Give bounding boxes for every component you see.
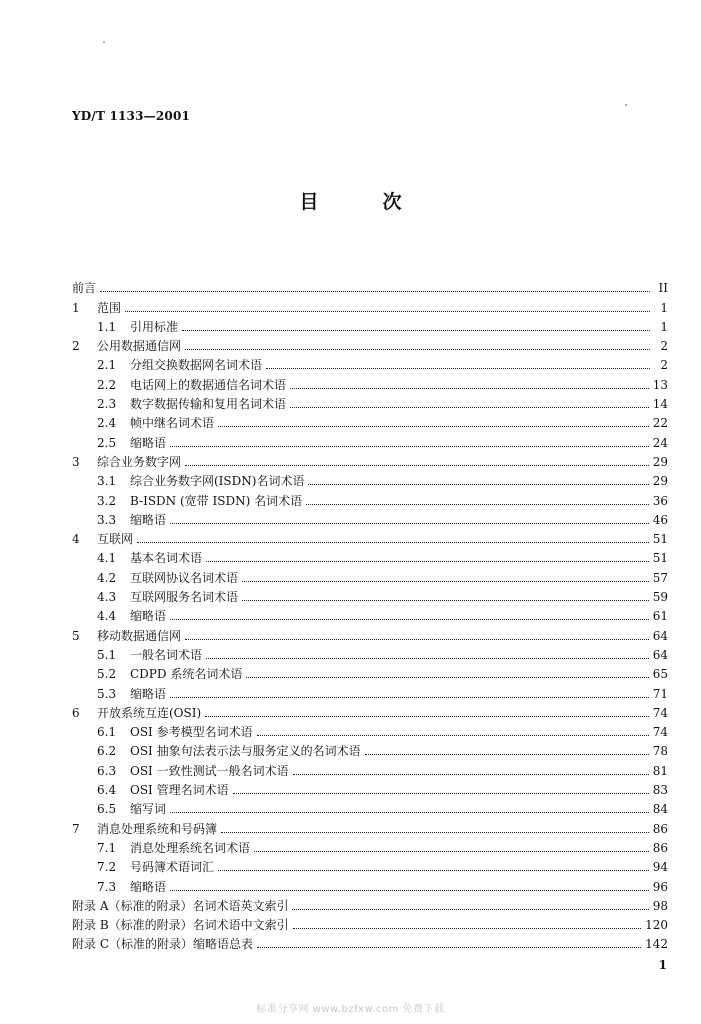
toc-entry-label: 前言 — [72, 281, 97, 296]
toc-entry-label: 附录 C（标准的附录）缩略语总表 — [72, 937, 253, 952]
title-char-1: 目 — [299, 191, 319, 213]
dot-leader — [242, 581, 649, 582]
toc-entry-page: 46 — [652, 512, 668, 527]
watermark-footer: 标准分享网 www.bzfxw.com 免费下载 — [256, 1004, 445, 1015]
toc-entry-label: CDPD 系统名词术语 — [130, 667, 243, 682]
toc-entry-label: 互联网协议名词术语 — [130, 570, 239, 585]
toc-entry-label: 缩略语 — [130, 609, 167, 624]
toc-entry — [72, 778, 668, 797]
toc-entry — [72, 758, 668, 777]
toc-entry-page: 74 — [652, 705, 668, 720]
toc-entry-label: 消息处理系统名词术语 — [130, 840, 251, 855]
toc-entry-label: 缩略语 — [130, 879, 167, 894]
toc-entry-number: 6.3 — [97, 763, 117, 778]
dot-leader — [170, 446, 649, 447]
toc-entry-number: 2.1 — [97, 358, 117, 373]
dot-leader — [221, 832, 649, 833]
dot-leader — [308, 484, 648, 485]
toc-entry — [72, 681, 668, 700]
dot-leader — [257, 947, 641, 948]
toc-entry-label: 开放系统互连(OSI) — [97, 705, 202, 720]
toc-entry-number: 6.5 — [97, 802, 117, 817]
toc-entry-page: 14 — [652, 397, 668, 412]
toc-entry-label: 互联网 — [97, 532, 134, 547]
dot-leader — [185, 639, 649, 640]
toc-entry-page: 29 — [652, 474, 668, 489]
toc-entry-number: 7 — [72, 821, 80, 836]
title-char-2: 次 — [382, 191, 402, 213]
dot-leader — [218, 426, 649, 427]
toc-entry-number: 3.2 — [97, 493, 117, 508]
page-title — [0, 187, 701, 214]
toc-entry-page: 51 — [652, 532, 668, 547]
dot-leader — [206, 561, 649, 562]
toc-entry-page: 59 — [652, 590, 668, 605]
toc-entry-label: B-ISDN (宽带 ISDN) 名词术语 — [130, 493, 303, 508]
dot-leader — [100, 291, 650, 292]
dot-leader — [170, 812, 649, 813]
toc-entry — [72, 816, 668, 835]
toc-entry-number: 2.3 — [97, 397, 117, 412]
toc-entry-label: 公用数据通信网 — [97, 339, 182, 354]
dot-leader — [182, 330, 650, 331]
toc-entry — [72, 585, 668, 604]
toc-entry-page: 96 — [652, 879, 668, 894]
scan-speck — [625, 104, 627, 106]
toc-entry-page: 142 — [645, 937, 668, 952]
toc-entry-page: 81 — [652, 763, 668, 778]
toc-entry — [72, 276, 668, 295]
toc-entry-number: 5 — [72, 628, 80, 643]
toc-entry-page: 94 — [652, 860, 668, 875]
toc-entry — [72, 797, 668, 816]
dot-leader — [293, 774, 649, 775]
dot-leader — [185, 465, 649, 466]
dot-leader — [290, 407, 649, 408]
toc-entry-label: 引用标准 — [130, 319, 179, 334]
toc-entry — [72, 353, 668, 372]
toc-entry-page: 98 — [652, 898, 668, 913]
toc-entry-number: 6.4 — [97, 783, 117, 798]
toc-entry-number: 5.1 — [97, 647, 117, 662]
toc-entry — [72, 662, 668, 681]
toc-entry — [72, 430, 668, 449]
toc-entry-number: 3.1 — [97, 474, 117, 489]
toc-entry — [72, 450, 668, 469]
toc-entry — [72, 334, 668, 353]
toc-entry-label: 缩略语 — [130, 512, 167, 527]
toc-entry — [72, 546, 668, 565]
toc-entry — [72, 932, 668, 951]
toc-entry-page: 2 — [660, 358, 668, 373]
toc-entry-label: 互联网服务名词术语 — [130, 590, 239, 605]
toc-entry-page: 13 — [652, 377, 668, 392]
dot-leader — [205, 716, 649, 717]
toc-entry-page: 61 — [652, 609, 668, 624]
toc-entry-number: 2.5 — [97, 435, 117, 450]
toc-entry-page: 1 — [660, 300, 668, 315]
toc-entry-page: 86 — [652, 840, 668, 855]
toc-entry-number: 4.4 — [97, 609, 117, 624]
toc-entry-number: 2.2 — [97, 377, 117, 392]
toc-entry — [72, 372, 668, 391]
toc-entry-label: 消息处理系统和号码簿 — [97, 821, 218, 836]
toc-entry — [72, 913, 668, 932]
toc-entry-number: 6.2 — [97, 744, 117, 759]
dot-leader — [290, 388, 649, 389]
dot-leader — [292, 909, 648, 910]
dot-leader — [242, 600, 649, 601]
toc-entry-page: 57 — [652, 570, 668, 585]
dot-leader — [218, 870, 649, 871]
toc-entry-page: 74 — [652, 725, 668, 740]
toc-entry — [72, 565, 668, 584]
toc-entry-label: OSI 管理名词术语 — [130, 783, 229, 798]
toc-entry — [72, 720, 668, 739]
toc-entry-number: 3 — [72, 454, 80, 469]
toc-entry — [72, 392, 668, 411]
dot-leader — [137, 542, 649, 543]
toc-entry-label: 基本名词术语 — [130, 551, 203, 566]
toc-entry-label: 帧中继名词术语 — [130, 416, 215, 431]
toc-entry-label: 电话网上的数据通信名词术语 — [130, 377, 287, 392]
toc-entry-page: 22 — [652, 416, 668, 431]
toc-entry-number: 5.3 — [97, 686, 117, 701]
toc-entry-page: 84 — [652, 802, 668, 817]
toc-entry-label: 数字数据传输和复用名词术语 — [130, 397, 287, 412]
toc-entry-page: 64 — [652, 628, 668, 643]
dot-leader — [170, 890, 649, 891]
toc-entry-label: 缩略语 — [130, 435, 167, 450]
toc-entry — [72, 701, 668, 720]
toc-entry-number: 4.1 — [97, 551, 117, 566]
toc-entry-page: 2 — [660, 339, 668, 354]
dot-leader — [254, 851, 649, 852]
toc-entry-number: 7.3 — [97, 879, 117, 894]
toc-entry-label: 附录 A（标准的附录）名词术语英文索引 — [72, 898, 289, 913]
toc-entry-label: 缩略语 — [130, 686, 167, 701]
dot-leader — [170, 697, 649, 698]
toc-entry-page: 1 — [660, 319, 668, 334]
toc-entry — [72, 739, 668, 758]
toc-entry-number: 4.2 — [97, 570, 117, 585]
toc-entry-page: 86 — [652, 821, 668, 836]
toc-entry-page: 65 — [652, 667, 668, 682]
table-of-contents — [72, 276, 668, 951]
dot-leader — [233, 793, 649, 794]
toc-entry — [72, 855, 668, 874]
toc-entry-number: 5.2 — [97, 667, 117, 682]
dot-leader — [170, 523, 649, 524]
toc-entry-page: 51 — [652, 551, 668, 566]
toc-entry — [72, 295, 668, 314]
toc-entry-page: 71 — [652, 686, 668, 701]
dot-leader — [266, 368, 650, 369]
page-number: 1 — [658, 958, 667, 972]
toc-entry-number: 1 — [72, 300, 80, 315]
dot-leader — [293, 928, 641, 929]
toc-entry-label: 附录 B（标准的附录）名词术语中文索引 — [72, 918, 289, 933]
toc-entry-page: 120 — [645, 918, 668, 933]
dot-leader — [206, 658, 649, 659]
toc-entry — [72, 527, 668, 546]
toc-entry-number: 6 — [72, 705, 80, 720]
dot-leader — [246, 677, 648, 678]
toc-entry-number: 7.2 — [97, 860, 117, 875]
dot-leader — [185, 349, 650, 350]
toc-entry-page: 83 — [652, 783, 668, 798]
standard-code: YD/T 1133—2001 — [72, 109, 191, 123]
toc-entry-page: 64 — [652, 647, 668, 662]
toc-entry-label: 综合业务数字网(ISDN)名词术语 — [130, 474, 305, 489]
toc-entry-number: 2.4 — [97, 416, 117, 431]
toc-entry-label: 缩写词 — [130, 802, 167, 817]
toc-entry-number: 1.1 — [97, 319, 117, 334]
toc-entry-label: 综合业务数字网 — [97, 454, 182, 469]
toc-entry-number: 7.1 — [97, 840, 117, 855]
dot-leader — [257, 735, 649, 736]
dot-leader — [306, 504, 649, 505]
toc-entry — [72, 315, 668, 334]
toc-entry-number: 6.1 — [97, 725, 117, 740]
toc-entry-page: 78 — [652, 744, 668, 759]
dot-leader — [170, 619, 649, 620]
toc-entry-page: 36 — [652, 493, 668, 508]
toc-entry-number: 4.3 — [97, 590, 117, 605]
toc-entry — [72, 411, 668, 430]
toc-entry-number: 4 — [72, 532, 80, 547]
toc-entry — [72, 623, 668, 642]
toc-entry — [72, 874, 668, 893]
toc-entry — [72, 836, 668, 855]
toc-entry-label: OSI 参考模型名词术语 — [130, 725, 253, 740]
dot-leader — [125, 311, 650, 312]
toc-entry-page: 24 — [652, 435, 668, 450]
scan-speck — [103, 41, 105, 43]
toc-entry — [72, 643, 668, 662]
toc-entry-label: 范围 — [97, 300, 122, 315]
toc-entry — [72, 488, 668, 507]
toc-entry-label: 分组交换数据网名词术语 — [130, 358, 263, 373]
toc-entry-page: II — [658, 281, 668, 296]
toc-entry — [72, 508, 668, 527]
toc-entry-page: 29 — [652, 454, 668, 469]
toc-entry-label: 移动数据通信网 — [97, 628, 182, 643]
dot-leader — [365, 754, 649, 755]
toc-entry-label: 号码簿术语词汇 — [130, 860, 215, 875]
toc-entry-label: OSI 一致性测试一般名词术语 — [130, 763, 289, 778]
toc-entry-label: OSI 抽象句法表示法与服务定义的名词术语 — [130, 744, 361, 759]
toc-entry — [72, 604, 668, 623]
toc-entry-number: 2 — [72, 339, 80, 354]
toc-entry — [72, 469, 668, 488]
toc-entry — [72, 894, 668, 913]
toc-entry-number: 3.3 — [97, 512, 117, 527]
toc-entry-label: 一般名词术语 — [130, 647, 203, 662]
